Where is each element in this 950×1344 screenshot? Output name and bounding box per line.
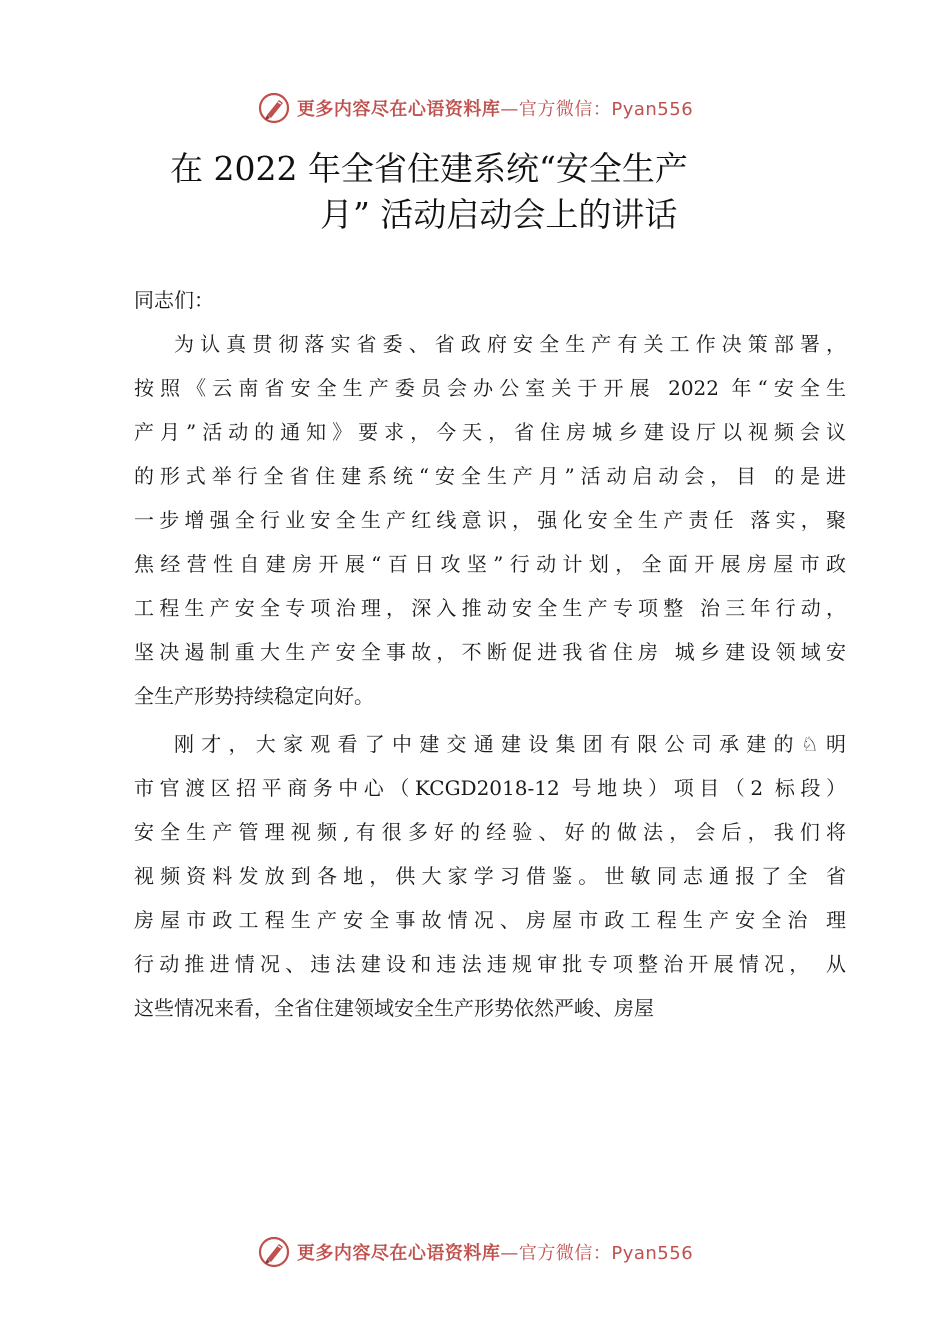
paragraph-line: 产月”活动的通知》要求，今天，省住房城乡建设厅以视频会议 xyxy=(134,420,846,444)
paragraph-line: 市官渡区招平商务中心（KCGD2018-12 号地块）项目（2 标段） xyxy=(134,776,846,800)
watermark-bold-text: 更多内容尽在心语资料库 xyxy=(296,99,501,120)
paragraph-line: 工程生产安全专项治理，深入推动安全生产专项整 治三年行动， xyxy=(134,596,846,620)
pen-logo-icon xyxy=(257,91,291,125)
watermark-contact-text: —官方微信：Pyan556 xyxy=(500,1243,694,1264)
watermark-text xyxy=(297,95,693,121)
watermark-contact-text: —官方微信：Pyan556 xyxy=(500,99,694,120)
paragraph-line: 房屋市政工程生产安全事故情况、房屋市政工程生产安全治 理 xyxy=(134,908,846,932)
body-paragraph-1 xyxy=(134,322,846,718)
paragraph-line: 的形式举行全省住建系统“安全生产月”活动启动会，目 的是进 xyxy=(134,464,846,488)
salutation: 同志们： xyxy=(134,288,214,312)
watermark-text xyxy=(297,1239,693,1265)
paragraph-line: 按照《云南省安全生产委员会办公室关于开展 2022 年“安全生 xyxy=(134,376,846,400)
paragraph-line: 视频资料发放到各地，供大家学习借鉴。世敏同志通报了全 省 xyxy=(134,864,846,888)
header-watermark-banner xyxy=(0,88,950,128)
paragraph-line: 坚决遏制重大生产安全事故，不断促进我省住房 城乡建设领域安 xyxy=(134,640,846,664)
body-paragraph-2 xyxy=(134,722,846,1030)
paragraph-line: 为认真贯彻落实省委、省政府安全生产有关工作决策部署， xyxy=(174,332,846,356)
footer-watermark-banner xyxy=(0,1232,950,1272)
paragraph-line: 一步增强全行业安全生产红线意识，强化安全生产责任 落实，聚 xyxy=(134,508,846,532)
paragraph-line: 这些情况来看，全省住建领域安全生产形势依然严峻、房屋 xyxy=(134,996,654,1020)
paragraph-line: 行动推进情况、违法建设和违法违规审批专项整治开展情况， 从 xyxy=(134,952,846,976)
watermark-bold-text: 更多内容尽在心语资料库 xyxy=(296,1243,501,1264)
paragraph-line: 安全生产管理视频,有很多好的经验、好的做法，会后，我们将 xyxy=(134,820,846,844)
pen-logo-icon xyxy=(257,1235,291,1269)
document-title-line-2: 月” 活动启动会上的讲话 xyxy=(320,195,678,234)
paragraph-line: 焦经营性自建房开展“百日攻坚”行动计划，全面开展房屋市政 xyxy=(134,552,846,576)
paragraph-line: 全生产形势持续稳定向好。 xyxy=(134,684,374,708)
paragraph-line: 刚才，大家观看了中建交通建设集团有限公司承建的♘明 xyxy=(174,732,846,756)
document-title-line-1: 在 2022 年全省住建系统“安全生产 xyxy=(170,149,688,188)
